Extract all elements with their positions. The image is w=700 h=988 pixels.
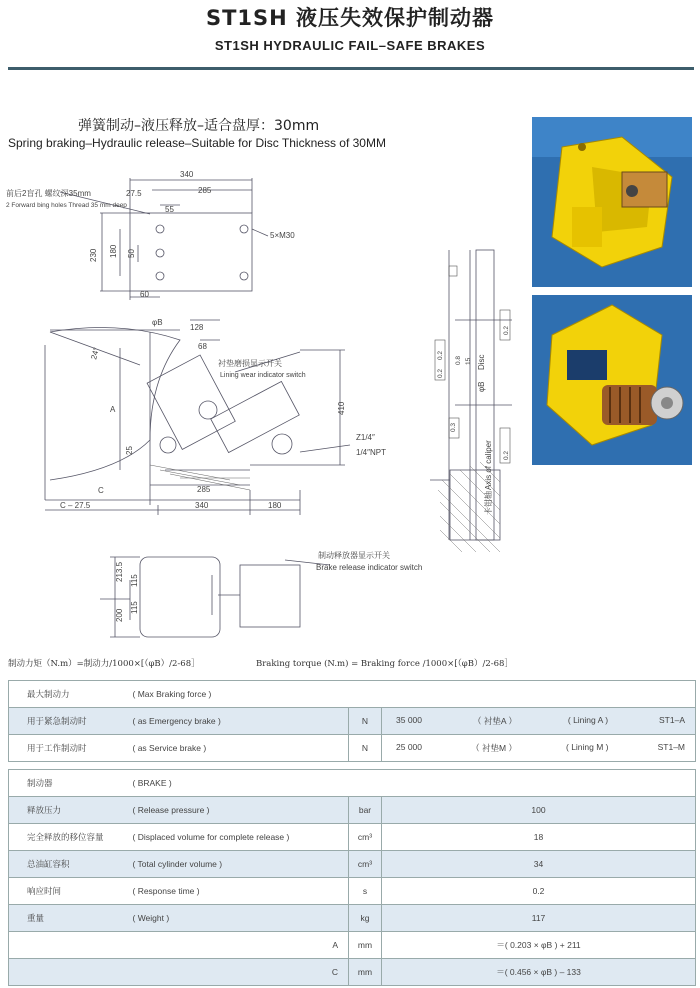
- formula-label-C: C: [9, 959, 349, 986]
- title-english: ST1SH HYDRAULIC FAIL–SAFE BRAKES: [214, 38, 486, 53]
- tol-0-2-c: 0.2: [437, 350, 444, 360]
- formula-chinese: 制动力矩（N.m）=制动力/1000×[（φB）/2-68］: [8, 659, 200, 669]
- label-port-2: 1/4″NPT: [356, 448, 386, 457]
- title-chinese: ST1SH 液压失效保护制动器: [205, 6, 495, 30]
- table-row: [9, 878, 696, 905]
- row-label-cn: 重量: [9, 905, 129, 932]
- row-label-en: ( Displaced volume for complete release ): [129, 824, 349, 851]
- plan-cylinder: [240, 565, 300, 627]
- header-en: ( Max Braking force ): [129, 681, 696, 708]
- header-cn: 制动器: [9, 770, 129, 797]
- table-row: [9, 905, 696, 932]
- row-value: [382, 735, 696, 762]
- dim-410: 410: [337, 401, 346, 415]
- table-row: [9, 735, 696, 762]
- dim-200: 200: [115, 608, 124, 622]
- formula-english: Braking torque (N.m) = Braking force /1000×[（φB）/2-68］: [256, 659, 513, 669]
- table-row: [9, 770, 696, 797]
- row-label-cn: 用于紧急制动时: [9, 708, 129, 735]
- row-unit: N: [349, 708, 382, 735]
- dim-340: 340: [180, 170, 194, 179]
- bolt-hole: [240, 272, 248, 280]
- label-phi-b: φB: [152, 318, 163, 327]
- dim-25: 25: [125, 446, 134, 455]
- formula-A: ＝( 0.203 × φB ) + 211: [382, 932, 696, 959]
- tol-0-2-d: 0.2: [437, 368, 444, 378]
- label-disc: Disc: [477, 354, 486, 370]
- subtitle-chinese: 弹簧制动–液压释放–适合盘厚：30mm: [78, 118, 320, 134]
- row-label-cn: 总油缸容积: [9, 851, 129, 878]
- lining-cn: （ 衬垫A ）: [472, 716, 517, 726]
- row-unit: cm³: [349, 824, 382, 851]
- bolt-hole: [156, 225, 164, 233]
- table-row: [9, 959, 696, 986]
- row-value: 0.2: [382, 878, 696, 905]
- product-photo-top: [532, 117, 692, 287]
- row-label-cn: 完全释放的移位容量: [9, 824, 129, 851]
- dim-15: 15: [465, 357, 472, 365]
- pivot: [160, 437, 176, 453]
- dim-C-27-5: C – 27.5: [60, 501, 91, 510]
- table-row: [9, 708, 696, 735]
- disc-arc: [50, 328, 180, 481]
- dim-230: 230: [89, 248, 98, 262]
- product-photo-bottom: [532, 295, 692, 465]
- bolt-hole: [240, 225, 248, 233]
- row-label-en: ( Weight ): [129, 905, 349, 932]
- dim-A: A: [110, 405, 116, 414]
- technical-drawing: [0, 155, 530, 655]
- dim-213-5: 213.5: [115, 561, 124, 582]
- row-label-en: ( Response time ): [129, 878, 349, 905]
- tol-0-2-b: 0.2: [503, 450, 510, 460]
- row-value: 18: [382, 824, 696, 851]
- header-rule: [8, 67, 694, 70]
- value: 25 000: [396, 742, 422, 752]
- lining-cn: （ 衬垫M ）: [471, 743, 517, 753]
- dim-55: 55: [165, 205, 174, 214]
- dim-128: 128: [190, 323, 204, 332]
- row-unit: kg: [349, 905, 382, 932]
- dim-340-bottom: 340: [195, 501, 209, 510]
- lining-en: ( Lining M ): [566, 742, 609, 752]
- dim-50: 50: [127, 249, 136, 258]
- row-unit: cm³: [349, 851, 382, 878]
- model: ST1–M: [657, 742, 686, 752]
- row-label-en: ( as Service brake ): [129, 735, 349, 762]
- row-value: 34: [382, 851, 696, 878]
- table-row: [9, 851, 696, 878]
- table-row: [9, 932, 696, 959]
- max-braking-force-table: [8, 680, 696, 762]
- row-label-en: ( as Emergency brake ): [129, 708, 349, 735]
- label-release-en: Brake release indicator switch: [316, 563, 423, 572]
- label-wear-en: Lining wear indicator switch: [220, 372, 306, 379]
- dim-285: 285: [198, 186, 212, 195]
- brake-spec-table: [8, 769, 696, 986]
- label-axis-en: Axis of caliper: [484, 440, 493, 490]
- header-en: ( BRAKE ): [129, 770, 696, 797]
- row-value: 117: [382, 905, 696, 932]
- dim-68: 68: [198, 342, 207, 351]
- pivot: [199, 401, 217, 419]
- row-unit: s: [349, 878, 382, 905]
- model: ST1–A: [659, 715, 686, 725]
- bolt-hole: [156, 272, 164, 280]
- pivot: [272, 434, 292, 454]
- label-port-1: Z1/4″: [356, 433, 375, 442]
- caliper-body: [147, 355, 235, 449]
- table-row: [9, 824, 696, 851]
- row-value: 100: [382, 797, 696, 824]
- formula-C: ＝( 0.456 × φB ) – 133: [382, 959, 696, 986]
- row-label-cn: 释放压力: [9, 797, 129, 824]
- table-row: [9, 681, 696, 708]
- cylinder: [211, 381, 299, 452]
- dim-285-bottom: 285: [197, 485, 211, 494]
- dim-C: C: [98, 486, 104, 495]
- bolt-hole: [156, 249, 164, 257]
- row-value: [382, 708, 696, 735]
- formula-label-A: A: [9, 932, 349, 959]
- dim-0-8: 0.8: [455, 355, 462, 365]
- label-holes-cn: 前后2盲孔 螺纹深35mm: [6, 189, 91, 198]
- value: 35 000: [396, 715, 422, 725]
- dim-115-a: 115: [130, 574, 139, 587]
- table-row: [9, 797, 696, 824]
- subtitle-english: Spring braking–Hydraulic release–Suitable for Disc Thickness of 30MM: [8, 136, 386, 150]
- label-holes-en: 2 Forward bing holes Thread 35 mm deep: [6, 202, 127, 209]
- dim-115-b: 115: [130, 601, 139, 614]
- header-cn: 最大制动力: [9, 681, 129, 708]
- label-wear-cn: 衬垫磨损显示开关: [218, 359, 282, 368]
- row-label-cn: 用于工作制动时: [9, 735, 129, 762]
- row-unit: N: [349, 735, 382, 762]
- row-unit: mm: [349, 932, 382, 959]
- row-label-en: ( Total cylinder volume ): [129, 851, 349, 878]
- tol-0-3: 0.3: [450, 422, 457, 432]
- label-axis-cn: 卡钳轴: [484, 491, 493, 515]
- row-unit: mm: [349, 959, 382, 986]
- dim-180: 180: [109, 244, 118, 258]
- dim-27-5: 27.5: [126, 189, 142, 198]
- dim-24: 24°: [89, 346, 102, 361]
- dim-180-bottom: 180: [268, 501, 282, 510]
- row-label-en: ( Release pressure ): [129, 797, 349, 824]
- plan-body: [140, 557, 220, 637]
- label-bolts: 5×M30: [270, 231, 295, 240]
- dim-60: 60: [140, 290, 149, 299]
- lining-en: ( Lining A ): [567, 715, 609, 725]
- row-unit: bar: [349, 797, 382, 824]
- mounting-plate: [130, 213, 252, 291]
- label-phi-b-section: φB: [477, 381, 486, 392]
- row-label-cn: 响应时间: [9, 878, 129, 905]
- label-release-cn: 制动释放器显示开关: [318, 551, 390, 560]
- tol-0-2-a: 0.2: [503, 325, 510, 335]
